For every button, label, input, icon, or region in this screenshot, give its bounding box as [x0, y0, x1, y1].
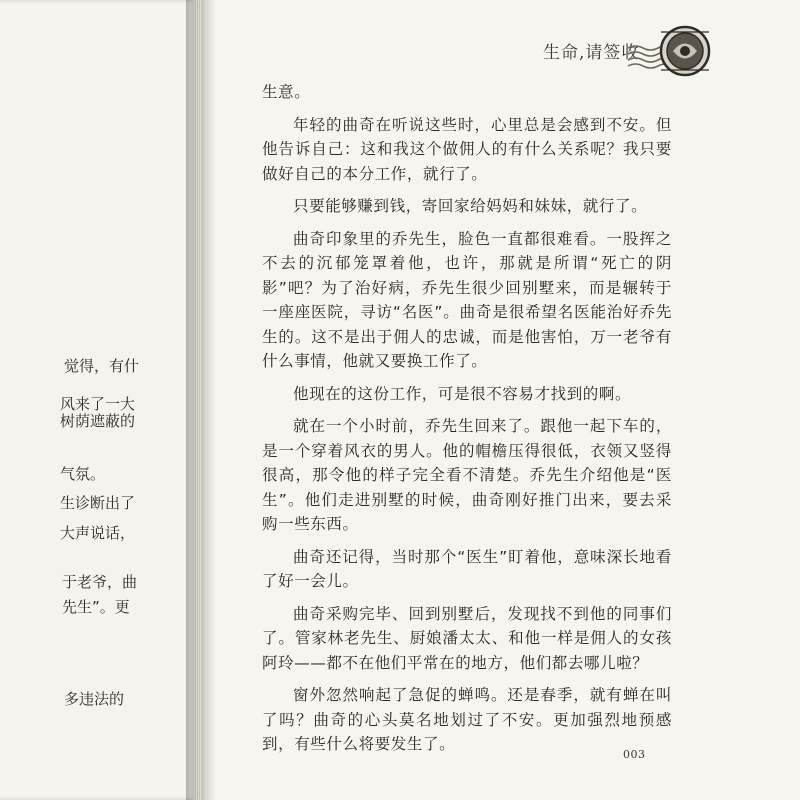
left-page-text-fragment: 树荫遮蔽的 [60, 412, 136, 430]
gutter-shadow [186, 0, 206, 800]
paragraph: 年轻的曲奇在听说这些时，心里总是会感到不安。但他告诉自己：这和我这个做佣人的有什么关系呢？我只要做好自己的本分工作，就行了。 [262, 115, 672, 183]
paragraph: 曲奇采购完毕、回到别墅后，发现找不到他的同事们了。管家林老先生、厨娘潘太太、和他一样是佣人的女孩阿玲——都不在他们平常在的地方，他们都去哪儿啦？ [262, 604, 672, 672]
left-page-text-fragment: 先生”。更 [62, 598, 130, 616]
postmark-stamp-icon [656, 24, 714, 78]
left-page-text-fragment: 大声说话， [60, 524, 136, 542]
left-page-text-fragment: 多违法的 [64, 690, 125, 708]
paragraph: 窗外忽然响起了急促的蝉鸣。还是春季，就有蝉在叫了吗？曲奇的心头莫名地划过了不安。更加强烈地预感到，有些什么将要发生了。 [262, 686, 672, 753]
paragraph: 只要能够赚到钱，寄回家给妈妈和妹妹，就行了。 [293, 197, 648, 215]
left-page [0, 0, 196, 800]
body-text [262, 80, 672, 765]
paragraph: 生意。 [262, 83, 311, 101]
paragraph: 就在一个小时前，乔先生回来了。跟他一起下车的，是一个穿着风衣的男人。他的帽檐压得很低，衣领又竖得很高，那令他的样子完全看不清楚。乔先生介绍他是“医生”。他们走进别墅的时候，曲奇刚好推门出来，要去采购一些东西。 [262, 417, 672, 533]
left-page-text-fragment: 觉得，有什 [64, 357, 140, 375]
paragraph: 曲奇印象里的乔先生，脸色一直都很难看。一股挥之不去的沉郁笼罩着他，也许，那就是所谓“死亡的阴影”吧？为了治好病，乔先生很少回别墅来，而是辗转于一座座医院，寻访“名医”。曲奇是很希望名医能治好乔先生的。这不是出于佣人的忠诚，而是他害怕，万一老爷有什么事情，他就又要换工作了。 [262, 229, 672, 370]
running-title: 生命,请签收 [543, 43, 640, 63]
left-page-text-fragment: 生诊断出了 [60, 494, 136, 512]
left-page-text-fragment: 风来了一大 [60, 395, 136, 413]
page-number: 003 [623, 748, 646, 761]
left-page-text-fragment: 气氛。 [60, 465, 106, 483]
paragraph: 曲奇还记得，当时那个“医生”盯着他，意味深长地看了好一会儿。 [262, 547, 672, 590]
paragraph: 他现在的这份工作，可是很不容易才找到的啊。 [293, 384, 632, 403]
left-page-text-fragment: 于老爷，曲 [62, 573, 138, 591]
